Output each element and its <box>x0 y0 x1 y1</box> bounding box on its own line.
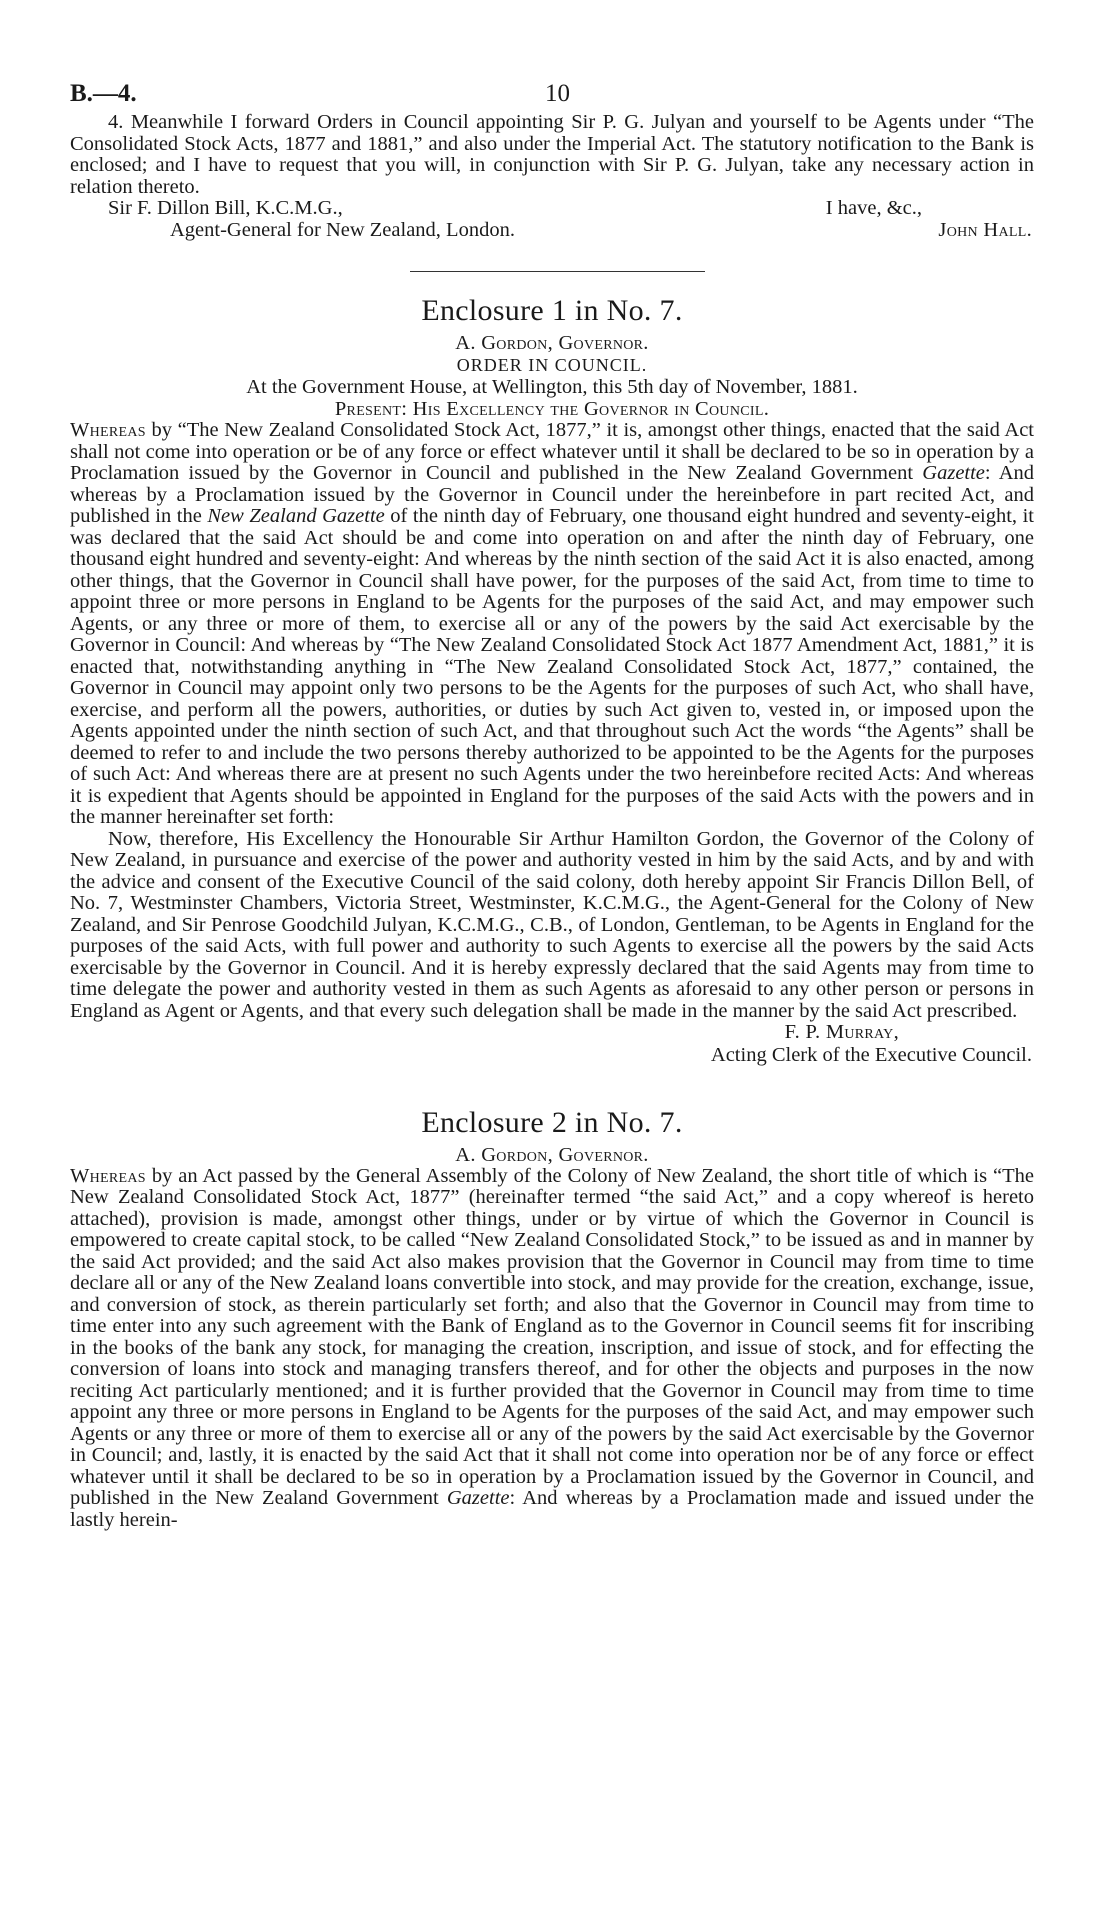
enclosure-1-signatory: F. P. Murray, <box>784 1021 899 1043</box>
enclosure-1-governor: A. Gordon, Governor. <box>455 332 649 354</box>
page-header <box>70 72 1034 112</box>
enclosure-2-governor: A. Gordon, Governor. <box>455 1143 649 1166</box>
enclosure-2-recitals: Whereas by an Act passed by the General Assembly of the Colony of New Zealand, the short title of which is “The New Zealand Consolidated Stock Act, 1877” (hereinafter termed “the said Act,” and a copy whereof is hereto attached), provision is made, amongst other things, under or by virtue of which the Governor in Council is empowered to create capital stock, to be called “New Zealand Consolidated Stock,” to be issued as and in manner by the said Act provided; and the said Act also makes provision that the Governor in Council may from time to time declare all or any of the New Zealand loans convertible into stock, and may provide for the creation, exchange, issue, and conversion of stock, as therein particularly set forth; and also that the Governor in Council may from time to time enter into any such agreement with the Bank of England as to the Governor in Council seems fit for inscribing in the books of the bank any stock, for managing the creation, inscription, and issue of stock, and for effecting the conversion of loans into stock and managing transfers thereof, and for other the objects and purposes in the now reciting Act particularly mentioned; and it is further provided that the Governor in Council may from time to time appoint any three or more persons in England to be Agents for the purposes of the said Act, and may empower such Agents or any three or more of them to exercise all or any of the powers by the said Act exercisable by the Governor in Council; and, lastly, it is enacted by the said Act that it shall not come into operation nor be of any force or effect whatever until it shall be declared to be so in operation by a Proclamation issued by the Governor in Council, and published in the New Zealand Government Gazette: And whereas by a Proclamation made and issued under the lastly herein- <box>70 1164 1034 1531</box>
section-divider <box>410 271 705 272</box>
addressee-name: Sir F. Dillon Bill, K.C.M.G., <box>108 197 343 219</box>
order-in-council-heading: ORDER IN COUNCIL. <box>456 355 648 375</box>
letter-paragraph-4: 4. Meanwhile I forward Orders in Council appointing Sir P. G. Julyan and yourself to be Agents under “The Consolidated Stock Acts, 1877 and 1881,” and also under the Imperial Act. The statutory notification to the Bank is enclosed; and I have to request that you will, in conjunction with Sir P. G. Julyan, take any necessary action in relation thereto. <box>70 111 1034 198</box>
section-gap <box>70 1066 1034 1106</box>
enclosure-1-operative-clause: Now, therefore, His Excellency the Honourable Sir Arthur Hamilton Gordon, the Governor of the Colony of New Zealand, in pursuance and exercise of the power and authority vested in him by the said Acts, and by and with the advice and consent of the Executive Council of the said colony, doth hereby appoint Sir Francis Dillon Bell, of No. 7, Westminster Chambers, Victoria Street, Westminster, K.C.M.G., the Agent-General for the Colony of New Zealand, and Sir Penrose Goodchild Julyan, K.C.M.G., C.B., of London, Gentleman, to be Agents in England for the purposes of the said Acts, with full power and authority to such Agents to exercise all the powers by the said Acts exercisable by the Governor in Council. And it is hereby expressly declared that the said Agents may from time to time delegate the power and authority vested in them as such Agents as aforesaid to any other person or persons in England as Agent or Agents, and that every such delegation shall be made in the manner by the said Act prescribed. <box>70 827 1034 1022</box>
enclosure-1-signatory-title: Acting Clerk of the Executive Council. <box>710 1043 1032 1066</box>
enclosure-1-title: Enclosure 1 in No. 7. <box>421 294 683 327</box>
letter-closing: I have, &c., <box>825 197 922 219</box>
letter-signature-row <box>70 220 1034 242</box>
present-line: Present: His Excellency the Governor in Council. <box>334 398 770 420</box>
place-and-date: At the Government House, at Wellington, this 5th day of November, 1881. <box>246 376 858 398</box>
enclosure-1-recitals: Whereas by “The New Zealand Consolidated Stock Act, 1877,” it is, amongst other things, enacted that the said Act shall not come into operation or be of any force or effect whatever until it shall be declared to be so in operation by a Proclamation issued by the Governor in Council and published in the New Zealand Government Gazette: And whereas by a Proclamation issued by the Governor in Council under the hereinbefore in part recited Act, and published in the New Zealand Gazette of the ninth day of February, one thousand eight hundred and seventy-eight, it was declared that the said Act should be and come into operation on and after the ninth day of February, one thousand eight hundred and seventy-eight: And whereas by the ninth section of the said Act it is also enacted, among other things, that the Governor in Council shall have power, for the purposes of the said Act, from time to time to appoint three or more persons in England to be Agents for the purposes of the said Act, and may empower such Agents, or any three or more of them, to exercise all or any of the powers by the said Act exercisable by the Governor in Council: And whereas by “The New Zealand Consolidated Stock Act 1877 Amendment Act, 1881,” it is enacted that, notwithstanding anything in “The New Zealand Consolidated Stock Act, 1877,” contained, the Governor in Council may appoint only two persons to be the Agents for the purposes of such Act, who shall have, exercise, and perform all the powers, authorities, or duties by such Act given to, vested in, or imposed upon the Agents appointed under the ninth section of such Act, and that throughout such Act the words “the Agents” shall be deemed to refer to and include the two persons thereby authorized to be appointed to be the Agents for the purposes of such Act: And whereas there are at present no such Agents under the two hereinbefore recited Acts: And whereas it is expedient that Agents should be appointed in England for the purposes of the said Acts with the powers and in the manner hereinafter set forth: <box>70 419 1035 828</box>
letter-closing-row <box>70 198 1034 220</box>
whereas-lead: Whereas <box>70 1164 146 1187</box>
addressee-title: Agent-General for New Zealand, London. <box>170 218 515 241</box>
document-reference: B.—4. <box>70 80 137 107</box>
letter-signature: John Hall. <box>938 218 1032 241</box>
page-number: 10 <box>545 80 570 107</box>
enclosure-2-title: Enclosure 2 in No. 7. <box>421 1105 683 1139</box>
whereas-lead: Whereas <box>70 419 146 441</box>
